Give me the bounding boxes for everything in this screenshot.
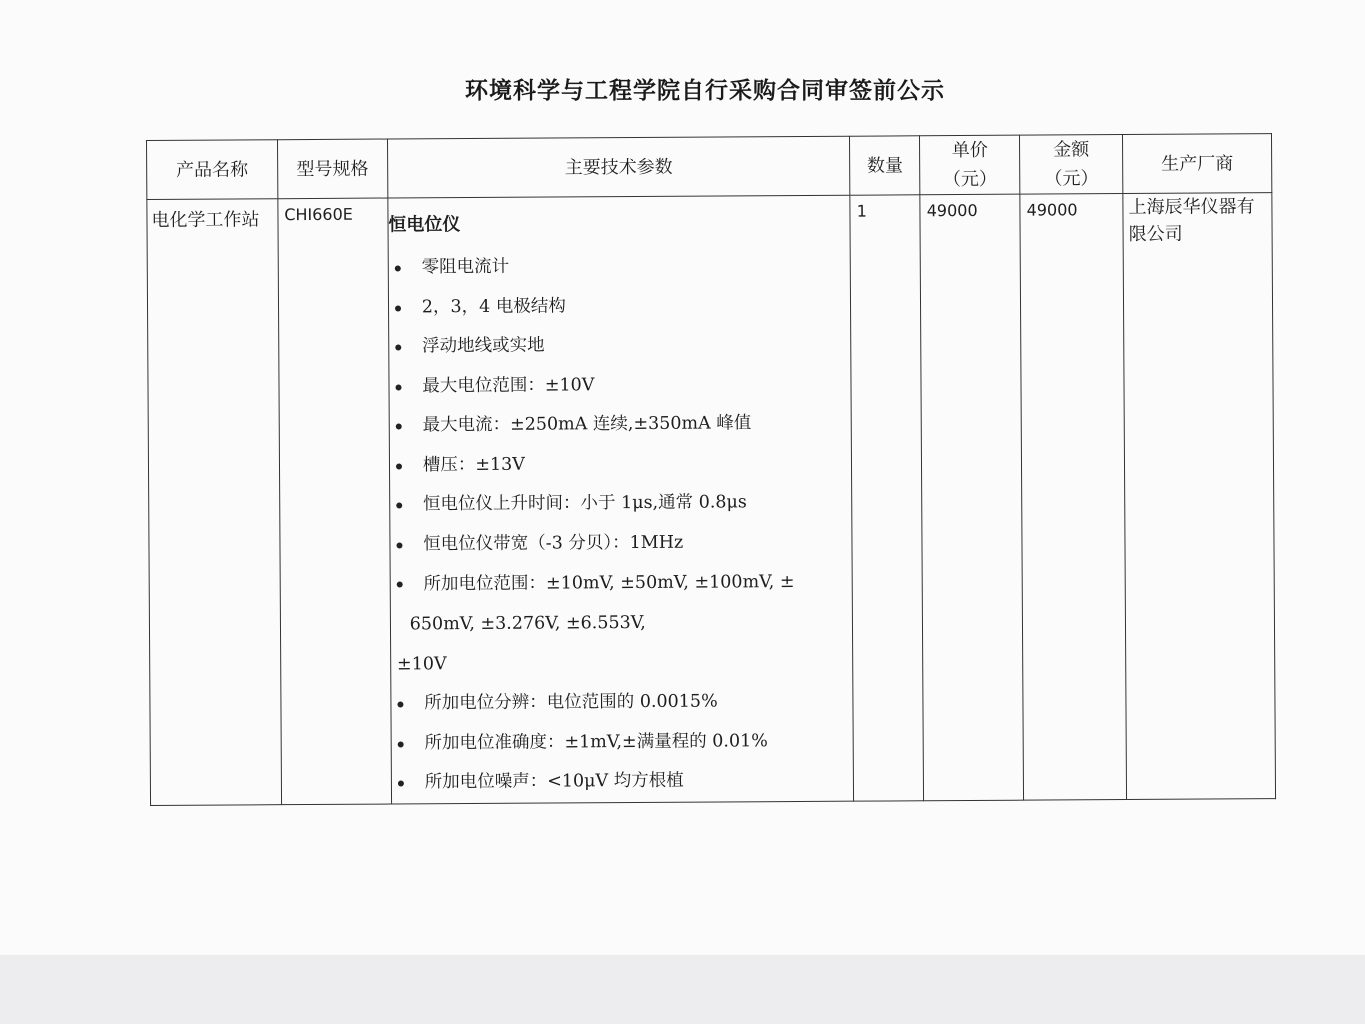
list-item <box>389 364 851 406</box>
param-text: 2，3，4 电极结构 <box>421 295 566 317</box>
list-item <box>392 761 854 803</box>
list-item <box>390 522 852 564</box>
cell-unit-price <box>920 194 1024 800</box>
header-amount-label: 金额 <box>1053 139 1090 161</box>
param-text: 所加电位噪声：<10μV 均方根植 <box>424 770 684 793</box>
qty-value: 1 <box>856 201 868 221</box>
bullet-dot-icon <box>398 780 404 786</box>
param-text: 浮动地线或实地 <box>422 335 545 357</box>
cell-model <box>278 198 392 804</box>
cell-params <box>388 195 854 803</box>
table-row <box>147 193 1276 805</box>
header-unit-price <box>920 135 1020 195</box>
bullet-dot-icon <box>396 581 402 587</box>
cell-amount <box>1020 194 1127 800</box>
bullet-dot-icon <box>397 741 403 747</box>
list-item <box>390 562 852 685</box>
header-amount <box>1020 135 1123 195</box>
list-item <box>389 325 851 367</box>
cell-qty <box>850 195 924 801</box>
bullet-dot-icon <box>397 701 403 707</box>
param-text: 槽压：±13V <box>422 454 525 475</box>
procurement-table <box>146 133 1276 805</box>
cell-manufacturer <box>1123 193 1276 799</box>
header-model: 型号规格 <box>277 139 387 199</box>
param-text: 所加电位分辨：电位范围的 0.0015% <box>424 691 718 714</box>
list-item <box>391 682 853 724</box>
header-unit-price-unit: （元） <box>942 168 998 191</box>
manufacturer-value: 上海辰华仪器有限公司 <box>1128 196 1255 245</box>
param-text: 最大电流：±250mA 连续,±350mA 峰值 <box>422 413 752 436</box>
bullet-dot-icon <box>396 542 402 548</box>
header-manufacturer: 生产厂商 <box>1123 134 1272 194</box>
bullet-dot-icon <box>395 344 401 350</box>
unit-price-value: 49000 <box>926 200 978 221</box>
list-item <box>391 721 853 763</box>
param-range-line1: 所加电位范围：±10mV, ±50mV, ±100mV, ± <box>423 572 795 595</box>
param-list <box>388 246 853 803</box>
header-unit-price-label: 单价 <box>951 139 988 162</box>
list-item <box>390 443 852 485</box>
param-text: 零阻电流计 <box>421 256 510 278</box>
bullet-dot-icon <box>395 384 401 390</box>
bullet-dot-icon <box>396 502 402 508</box>
param-heading: 恒电位仪 <box>388 214 461 236</box>
scan-bottom-margin <box>0 955 1365 1024</box>
bullet-dot-icon <box>396 423 402 429</box>
list-item <box>389 404 851 446</box>
param-text: 最大电位范围：±10V <box>422 374 595 396</box>
list-item <box>390 483 852 525</box>
model-value: CHI660E <box>284 204 353 225</box>
param-text: 恒电位仪上升时间：小于 1μs,通常 0.8μs <box>422 492 747 515</box>
param-range-line2: 650mV, ±3.276V, ±6.553V, <box>409 612 646 635</box>
page-title: 环境科学与工程学院自行采购合同审签前公示 <box>465 78 945 104</box>
bullet-dot-icon <box>396 463 402 469</box>
cell-product-name <box>147 199 282 805</box>
amount-value: 49000 <box>1026 200 1078 220</box>
header-product-name: 产品名称 <box>147 140 278 200</box>
header-amount-unit: （元） <box>1044 168 1099 190</box>
param-range-line3: ±10V <box>396 654 447 675</box>
table-header-row <box>147 134 1272 200</box>
param-text: 恒电位仪带宽（-3 分贝）：1MHz <box>423 532 684 554</box>
bullet-dot-icon <box>395 265 401 271</box>
list-item <box>388 246 850 288</box>
header-qty: 数量 <box>850 136 920 195</box>
param-text: 所加电位准确度：±1mV,±满量程的 0.01% <box>424 730 768 753</box>
list-item <box>389 285 851 327</box>
bullet-dot-icon <box>395 305 401 311</box>
product-name: 电化学工作站 <box>151 209 260 231</box>
header-params: 主要技术参数 <box>387 136 850 198</box>
